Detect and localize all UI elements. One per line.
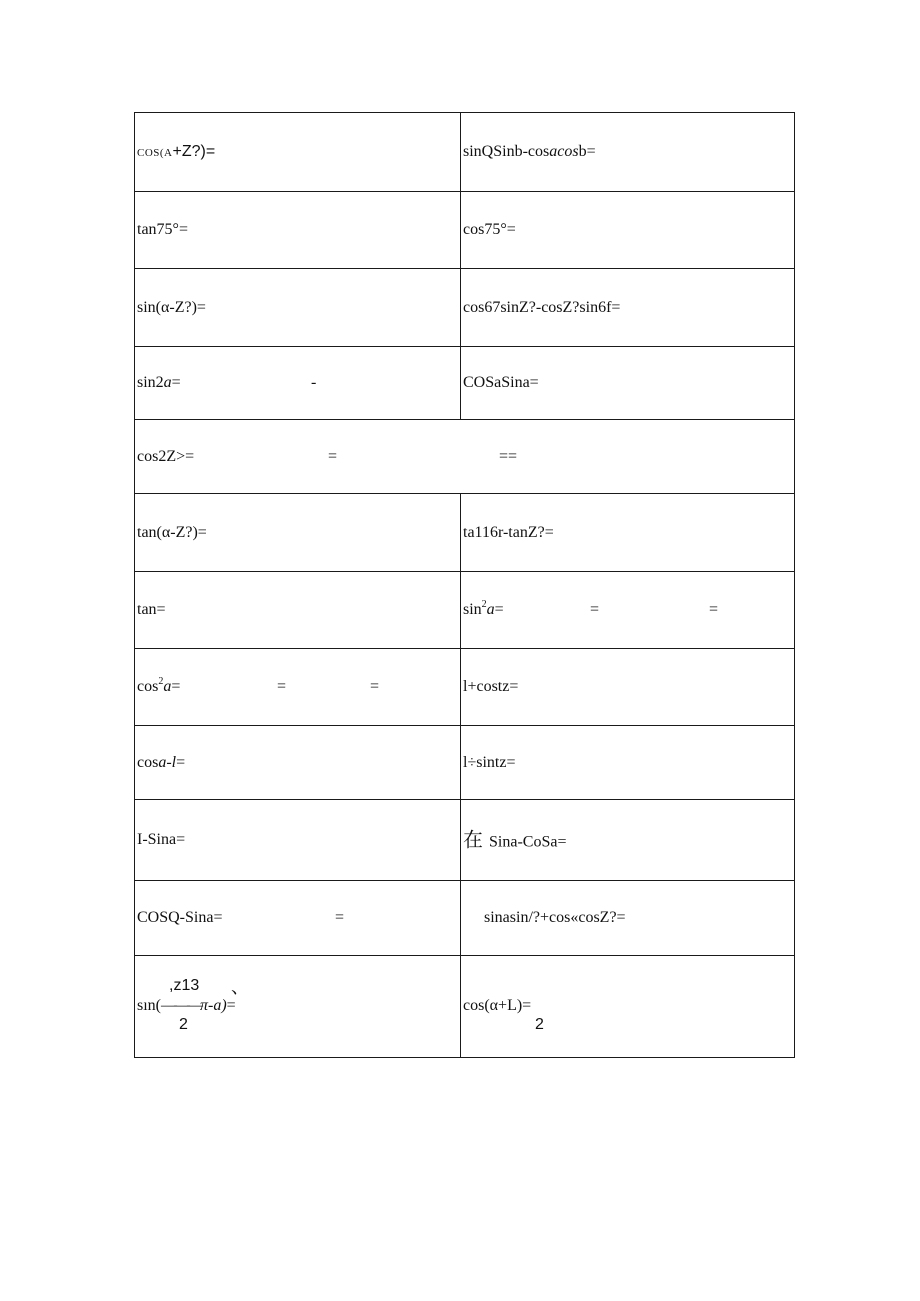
equals-sign: ==: [499, 447, 518, 465]
table-row: [135, 726, 795, 800]
formula-part: a: [486, 601, 495, 618]
formula-text: [137, 144, 215, 160]
formula-part: =: [226, 997, 236, 1014]
formula-text: l÷sintz=: [463, 753, 516, 771]
formula-text: COSQ-Sina=: [137, 909, 223, 926]
formula-text: [463, 144, 596, 160]
formula-text: [137, 998, 236, 1014]
table-row: [135, 347, 795, 420]
formula-part: =: [494, 601, 504, 618]
table-cell-full: [135, 420, 795, 494]
formula-part: cos: [137, 753, 159, 771]
table-row: [135, 572, 795, 649]
formula-text: tan=: [137, 601, 166, 618]
formula-text: l+costz=: [463, 678, 519, 695]
formula-part: a: [163, 678, 172, 695]
equals-sign: =: [370, 678, 380, 695]
formula-part: a: [163, 374, 172, 391]
formula-part: Sina-CoSa=: [489, 833, 567, 851]
table-cell: [461, 269, 795, 347]
table-row: [135, 269, 795, 347]
formula-part: =: [171, 374, 181, 391]
table-cell: [461, 494, 795, 572]
table-row: [135, 113, 795, 192]
table-row: [135, 494, 795, 572]
formula-text: cos2Z>=: [137, 447, 195, 465]
formula-part: cos: [137, 678, 159, 695]
formula-part: sin2: [137, 374, 164, 391]
table-cell: [461, 649, 795, 726]
table-cell: [135, 800, 461, 881]
table-cell: [461, 113, 795, 192]
table-row: [135, 800, 795, 881]
table-row: [135, 881, 795, 956]
formula-text: sinasin/?+cos«cosZ?=: [484, 909, 626, 926]
formula-text: cos(α+L)=: [463, 997, 532, 1014]
formula-text: cos75°=: [463, 221, 516, 238]
formula-table: [134, 112, 795, 1058]
table-cell: [135, 649, 461, 726]
table-cell: [135, 956, 461, 1058]
table-cell: [461, 800, 795, 881]
table-cell: [135, 881, 461, 956]
table-cell: [461, 192, 795, 269]
formula-main: +Z?)=: [172, 143, 216, 160]
dash-mark: -: [311, 374, 317, 391]
fraction-denominator: 2: [535, 1016, 544, 1033]
equals-sign: =: [328, 447, 338, 465]
table-row: [135, 420, 795, 494]
formula-prefix: COS(A: [137, 147, 173, 159]
formula-part: π-a): [200, 997, 227, 1014]
table-cell: [135, 347, 461, 420]
formula-part: sın(: [137, 997, 161, 1014]
table-cell: [461, 347, 795, 420]
formula-text: sin(α-Z?)=: [137, 298, 206, 316]
formula-part: =: [586, 143, 596, 160]
equals-sign: =: [709, 601, 719, 618]
table-row: [135, 956, 795, 1058]
formula-text: [137, 676, 181, 695]
table-cell: [461, 726, 795, 800]
formula-part: sinQSinb-cos: [463, 143, 550, 160]
formula-part: =: [171, 678, 181, 695]
fraction-numerator: ,z13: [169, 977, 200, 994]
punctuation-mark: 、: [231, 977, 249, 997]
fraction-bar: ———: [161, 997, 200, 1014]
equals-sign: =: [335, 909, 345, 926]
table-cell: [135, 113, 461, 192]
equals-sign: =: [590, 601, 600, 618]
table-cell: [135, 494, 461, 572]
table-cell: [135, 572, 461, 649]
formula-part: b: [578, 143, 587, 160]
formula-text: [137, 375, 181, 391]
cjk-character: 在: [463, 827, 483, 852]
formula-text: cos67sinZ?-cosZ?sin6f=: [463, 298, 621, 316]
table-row: [135, 192, 795, 269]
formula-text: [463, 827, 567, 852]
formula-part: =: [176, 753, 186, 771]
formula-part: acos: [549, 143, 579, 160]
equals-sign: =: [277, 678, 287, 695]
formula-text: ta116r-tanZ?=: [463, 523, 554, 541]
fraction-denominator: 2: [179, 1016, 188, 1033]
formula-text: tan(α-Z?)=: [137, 523, 207, 541]
table-cell: [461, 572, 795, 649]
superscript: 2: [158, 676, 164, 687]
table-cell: [461, 956, 795, 1058]
formula-text: tan75°=: [137, 221, 188, 238]
table-row: [135, 649, 795, 726]
formula-text: COSaSina=: [463, 374, 539, 391]
formula-text: [137, 755, 185, 771]
table-cell: [461, 881, 795, 956]
superscript: 2: [481, 599, 487, 610]
formula-text: I-Sina=: [137, 831, 186, 848]
table-cell: [135, 192, 461, 269]
table-cell: [135, 726, 461, 800]
formula-text: [463, 599, 504, 618]
table-cell: [135, 269, 461, 347]
formula-part: sin: [463, 601, 482, 618]
formula-part: a-l: [158, 753, 177, 771]
